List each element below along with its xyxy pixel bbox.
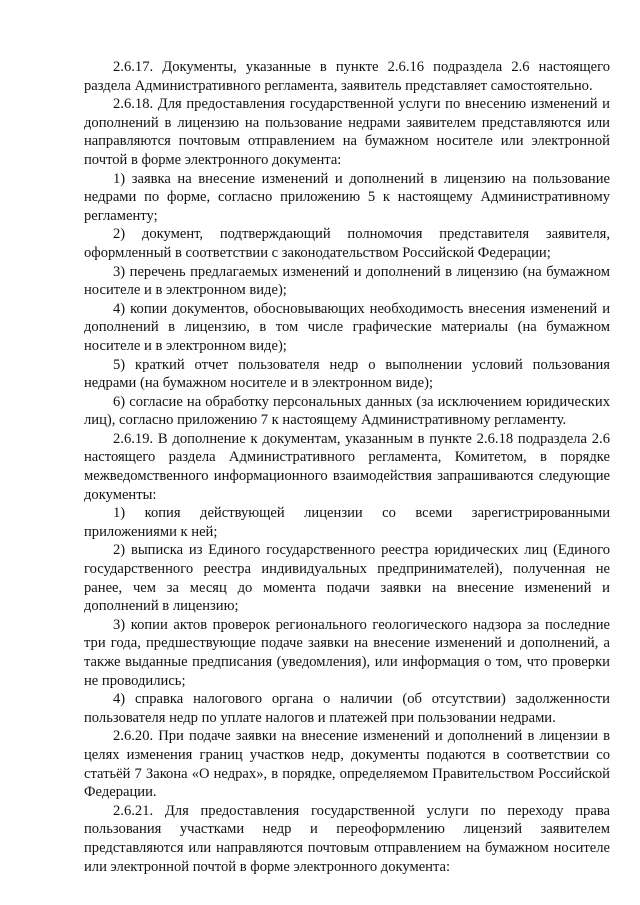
paragraph-2-6-18: 2.6.18. Для предоставления государственной услуги по внесению изменений и дополнений в лицензию на пользование недрами заявителем представляются или направляются почтовым отправлением на бумажном носителе или электронной почтой в форме электронного документа: xyxy=(84,96,610,168)
paragraph-2-6-19: 2.6.19. В дополнение к документам, указанным в пункте 2.6.18 подраздела 2.6 настоящего раздела Административного регламента, Комитетом, в порядке межведомственного информационного взаимодействия запрашиваются следующие документы: xyxy=(84,430,610,503)
list-item: 3) копии актов проверок регионального геологического надзора за последние три года, предшествующие подаче заявки на внесение изменений и дополнений, а также выданные предписания (уведомления), или информация о том, что проверки не проводились; xyxy=(84,616,610,689)
list-item: 4) справка налогового органа о наличии (об отсутствии) задолженности пользователя недр по уплате налогов и платежей при пользовании недрами. xyxy=(84,691,610,726)
list-item: 3) перечень предлагаемых изменений и дополнений в лицензию (на бумажном носителе и в электронном виде); xyxy=(84,263,610,299)
list-item: 2) документ, подтверждающий полномочия представителя заявителя, оформленный в соответствии с законодательством Российской Федерации; xyxy=(84,226,610,261)
paragraph-2-6-20: 2.6.20. При подаче заявки на внесение изменений и дополнений в лицензии в целях изменения границ участков недр, документы подаются в соответствии со статьёй 7 Закона «О недрах», в порядке, определяемом Правительством Российской Федерации. xyxy=(84,728,610,801)
list-item: 6) согласие на обработку персональных данных (за исключением юридических лиц), согласно приложению 7 к настоящему Административному регламенту. xyxy=(84,393,610,429)
list-item: 2) выписка из Единого государственного реестра юридических лиц (Единого государственного реестра индивидуальных предпринимателей), полученная не ранее, чем за месяц до момента подачи заявки на внесение изменений и дополнений в лицензию; xyxy=(84,542,610,615)
list-item: 1) копия действующей лицензии со всеми зарегистрированными приложениями к ней; xyxy=(84,505,610,540)
document-page xyxy=(84,58,610,876)
list-item: 5) краткий отчет пользователя недр о выполнении условий пользования недрами (на бумажном носителе и в электронном виде); xyxy=(84,356,610,392)
list-item: 4) копии документов, обосновывающих необходимость внесения изменений и дополнений в лицензию, в том числе графические материалы (на бумажном носителе и в электронном виде); xyxy=(84,300,610,354)
paragraph-2-6-17: 2.6.17. Документы, указанные в пункте 2.6.16 подраздела 2.6 настоящего раздела Административного регламента, заявитель представляет самостоятельно. xyxy=(84,59,610,94)
paragraph-2-6-21: 2.6.21. Для предоставления государственной услуги по переходу права пользования участками недр и переоформлению лицензий заявителем представляются или направляются почтовым отправлением на бумажном носителе или электронной почтой в форме электронного документа: xyxy=(84,802,610,875)
list-item: 1) заявка на внесение изменений и дополнений в лицензию на пользование недрами по форме, согласно приложению 5 к настоящему Административному регламенту; xyxy=(84,170,610,224)
